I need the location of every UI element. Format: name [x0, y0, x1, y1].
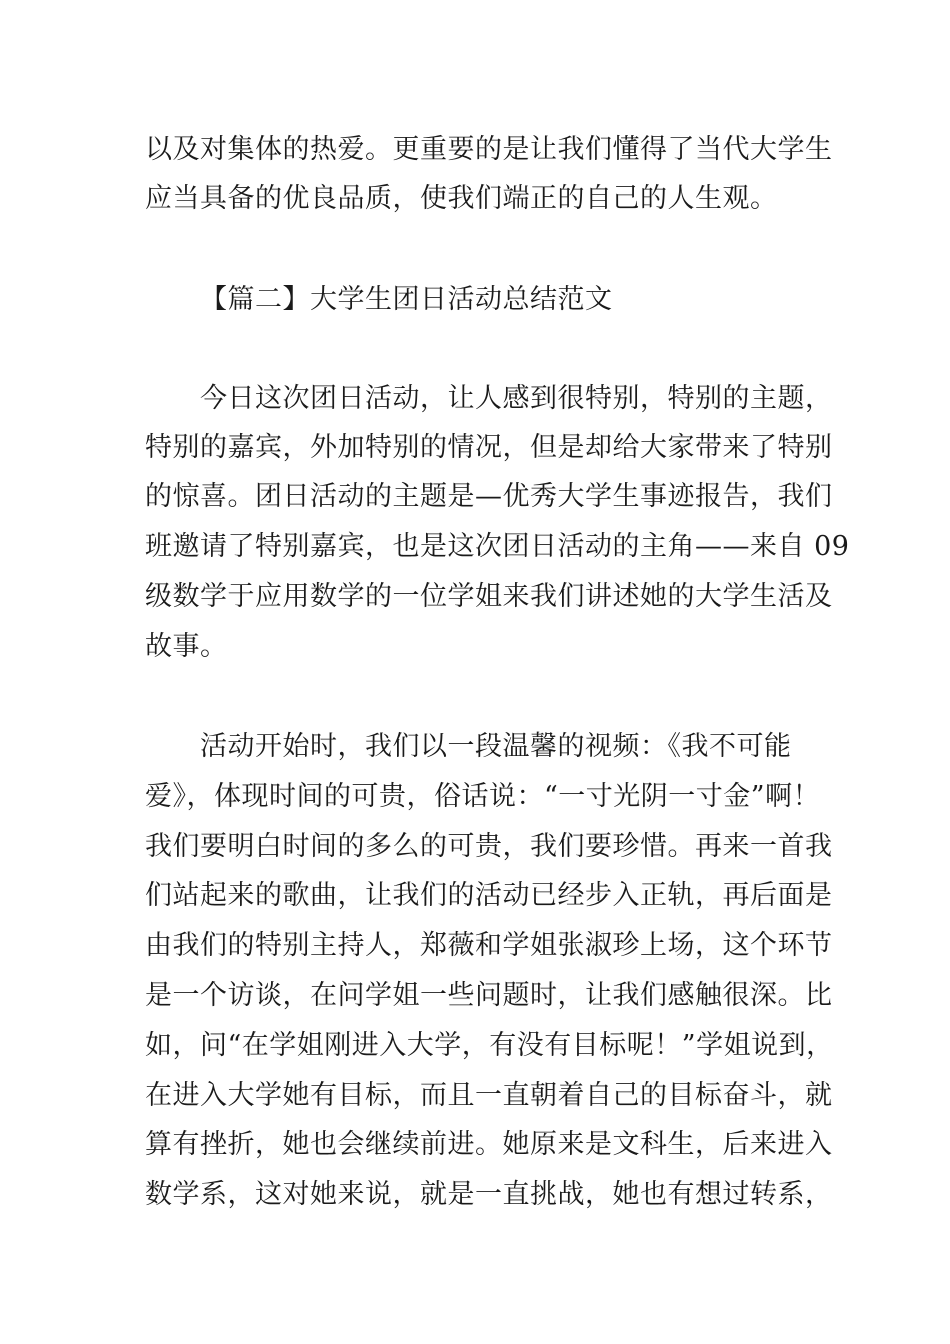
paragraph-line: 数学系，这对她来说，就是一直挑战，她也有想过转系， — [145, 1179, 833, 1210]
section-heading: 【篇二】大学生团日活动总结范文 — [200, 284, 613, 315]
paragraph-line: 由我们的特别主持人，郑薇和学姐张淑珍上场，这个环节 — [145, 930, 833, 961]
paragraph-line: 们站起来的歌曲，让我们的活动已经步入正轨，再后面是 — [145, 880, 833, 911]
paragraph-line: 算有挫折，她也会继续前进。她原来是文科生，后来进入 — [145, 1129, 833, 1160]
paragraph-line: 是一个访谈，在问学姐一些问题时，让我们感触很深。比 — [145, 980, 833, 1011]
paragraph-line: 爱》，体现时间的可贵，俗话说：“一寸光阴一寸金”啊！ — [145, 781, 821, 812]
intro-line: 以及对集体的热爱。更重要的是让我们懂得了当代大学生 — [145, 134, 833, 165]
paragraph-line: 在进入大学她有目标，而且一直朝着自己的目标奋斗，就 — [145, 1080, 833, 1111]
paragraph-line: 故事。 — [145, 631, 228, 662]
paragraph-line: 级数学于应用数学的一位学姐来我们讲述她的大学生活及 — [145, 581, 833, 612]
paragraph-line: 特别的嘉宾，外加特别的情况，但是却给大家带来了特别 — [145, 432, 833, 463]
paragraph-line: 班邀请了特别嘉宾，也是这次团日活动的主角——来自 09 — [145, 531, 850, 562]
paragraph-line: 如，问“在学姐刚进入大学，有没有目标呢！”学姐说到， — [145, 1030, 834, 1061]
paragraph-line: 我们要明白时间的多么的可贵，我们要珍惜。再来一首我 — [145, 831, 833, 862]
paragraph-line: 活动开始时，我们以一段温馨的视频：《我不可能 — [200, 731, 792, 762]
paragraph-line: 的惊喜。团日活动的主题是—优秀大学生事迹报告，我们 — [145, 481, 833, 512]
paragraph-line: 今日这次团日活动，让人感到很特别，特别的主题， — [200, 383, 833, 414]
intro-line: 应当具备的优良品质，使我们端正的自己的人生观。 — [145, 183, 778, 214]
